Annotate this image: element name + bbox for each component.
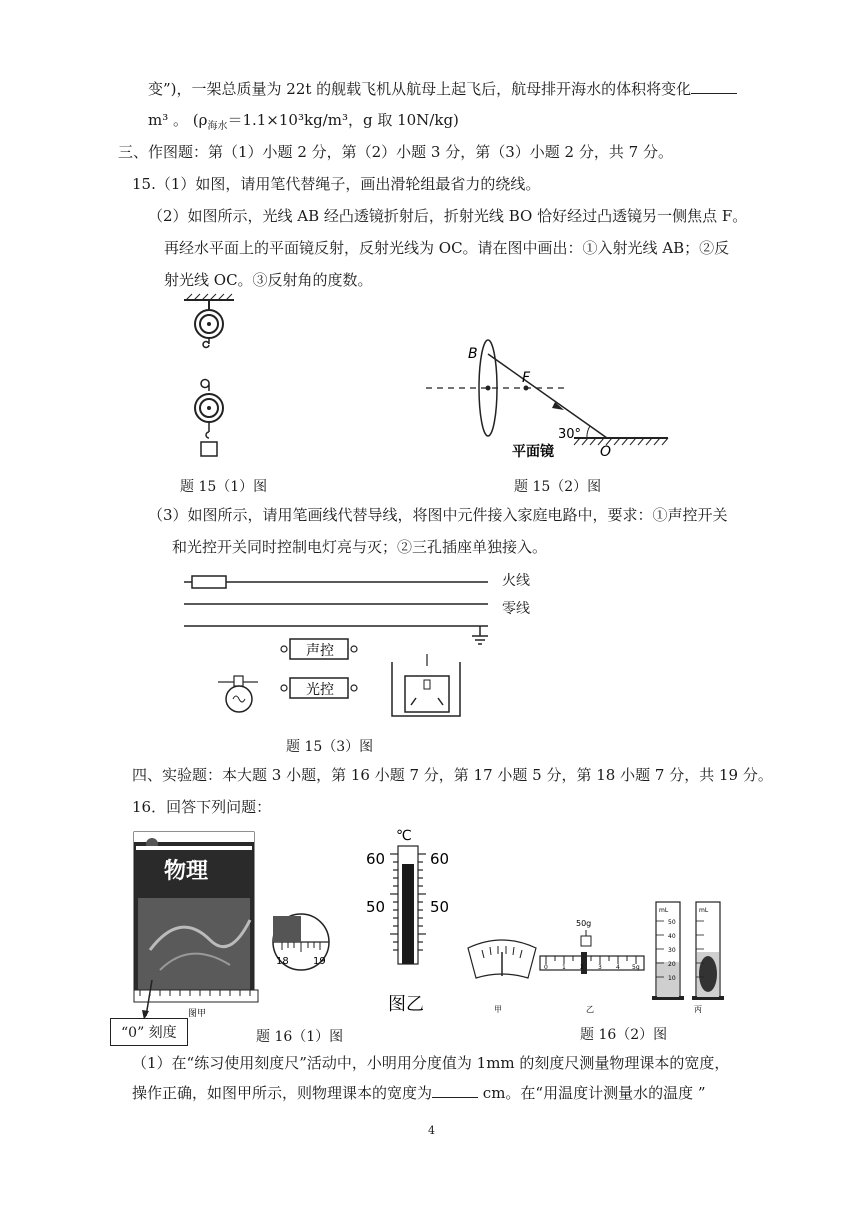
three-hole-socket	[392, 654, 460, 716]
fig-label-yi2: 乙	[586, 1005, 594, 1014]
label-b: B	[468, 346, 478, 362]
thermometer-figure	[360, 824, 470, 1020]
fig-label-yi: 图乙	[388, 994, 424, 1015]
graduated-cylinder-1	[652, 902, 684, 1000]
figure-caption: 题 15（3）图	[286, 739, 374, 755]
question-text: 15.（1）如图，请用笔代替绳子，画出滑轮组最省力的绕线。	[132, 175, 541, 193]
text-line	[148, 78, 737, 100]
graduated-cylinder-2	[692, 902, 724, 1000]
thermo-tick-label: 60	[430, 850, 450, 868]
thermo-tick-label: 50	[366, 898, 386, 916]
scale-tick-label: 0	[544, 964, 548, 971]
cylinder-tick: 10	[668, 975, 676, 982]
question-text-part: cm。在“用温度计测量水的温度 ”	[482, 1084, 706, 1102]
question-text: （3）如图所示，请用笔画线代替导线，将图中元件接入家庭电路中，要求：①声控开关	[148, 506, 728, 524]
mercury-column	[402, 864, 414, 964]
text-line	[148, 109, 459, 138]
weight-block	[581, 936, 591, 946]
cylinder-tick: 30	[668, 947, 676, 954]
cylinder-unit: mL	[699, 907, 709, 914]
scale-tick-label: 1	[562, 964, 566, 971]
live-wire-label: 火线	[502, 573, 530, 589]
figure-caption: 题 16（2）图	[580, 1027, 668, 1043]
pulley-figure	[176, 292, 246, 468]
angle-label: 30°	[558, 427, 582, 442]
formula-text: ＝1.1×10³kg/m³，g 取 10N/kg)	[227, 111, 459, 129]
question-text: 变”)，一架总质量为 22t 的舰载飞机从航母上起飞后，航母排开海水的体积将变化	[148, 80, 692, 98]
figure-caption: 题 15（1）图	[180, 479, 268, 495]
ruler-tick-label: 19	[313, 956, 326, 967]
question-text: 再经水平面上的平面镜反射，反射光线为 OC。请在图中画出：①入射光线 AB；②反	[164, 239, 730, 257]
cylinder-tick: 20	[668, 961, 676, 968]
weight-label: 50g	[576, 919, 592, 928]
lamp	[218, 676, 258, 712]
balance-figure	[460, 890, 740, 1020]
question-text: 射光线 OC。③反射角的度数。	[164, 271, 373, 289]
fig-label-bing: 丙	[694, 1005, 702, 1014]
figure-caption: 题 16（1）图	[256, 1029, 344, 1045]
scale-tick-label: 5g	[632, 964, 640, 971]
scale-tick-label: 3	[598, 964, 602, 971]
cylinder-unit: mL	[659, 907, 669, 914]
formula-text: m³ 。 (ρ	[148, 111, 208, 129]
question-text: （2）如图所示，光线 AB 经凸透镜折射后，折射光线 BO 恰好经过凸透镜另一侧焦点 F。	[148, 207, 748, 225]
label-o: O	[600, 444, 612, 460]
book-title: 物理	[164, 859, 209, 884]
question-text: 和光控开关同时控制电灯亮与灭；②三孔插座单独接入。	[172, 538, 548, 556]
question-text	[132, 1082, 706, 1104]
formula-subscript: 海水	[207, 121, 228, 132]
sound-switch-label: 声控	[306, 643, 334, 659]
section-heading: 三、作图题：第（1）小题 2 分，第（2）小题 3 分，第（3）小题 2 分，共 7 分。	[118, 143, 673, 161]
neutral-wire-label: 零线	[502, 601, 530, 617]
answer-blank[interactable]	[691, 79, 737, 94]
fig-label-jia: 图甲	[188, 1009, 207, 1019]
scale-tick-label: 4	[616, 964, 620, 971]
unit-label: ℃	[396, 828, 412, 844]
mirror-label: 平面镜	[512, 444, 554, 460]
figure-caption: 题 15（2）图	[514, 479, 602, 495]
answer-blank[interactable]	[432, 1083, 478, 1098]
lens-mirror-figure	[424, 334, 674, 464]
book-ruler-figure	[130, 830, 340, 1030]
zero-mark-box: “0” 刻度	[110, 1018, 188, 1046]
label-f: F	[522, 370, 531, 386]
beam-scale	[540, 956, 644, 970]
light-switch-label: 光控	[306, 682, 334, 698]
question-text-part: 操作正确，如图甲所示，则物理课本的宽度为	[132, 1084, 433, 1102]
fuse	[192, 576, 226, 588]
section-heading: 四、实验题：本大题 3 小题，第 16 小题 7 分，第 17 小题 5 分，第 18 小题 7 分，共 19 分。	[132, 766, 773, 784]
question-text: （1）在“练习使用刻度尺”活动中，小明用分度值为 1mm 的刻度尺测量物理课本的宽度，	[132, 1054, 730, 1072]
scale-tick-label: 2	[580, 964, 584, 971]
cylinder-tick: 50	[668, 919, 676, 926]
thermo-tick-label: 60	[366, 850, 386, 868]
thermo-tick-label: 50	[430, 898, 450, 916]
page-number: 4	[428, 1124, 435, 1137]
cylinder-tick: 40	[668, 933, 676, 940]
ruler-tick-label: 18	[276, 956, 289, 967]
circuit-figure	[178, 566, 518, 726]
fig-label-jia2: 甲	[494, 1005, 502, 1014]
question-text: 16．回答下列问题：	[132, 798, 272, 816]
